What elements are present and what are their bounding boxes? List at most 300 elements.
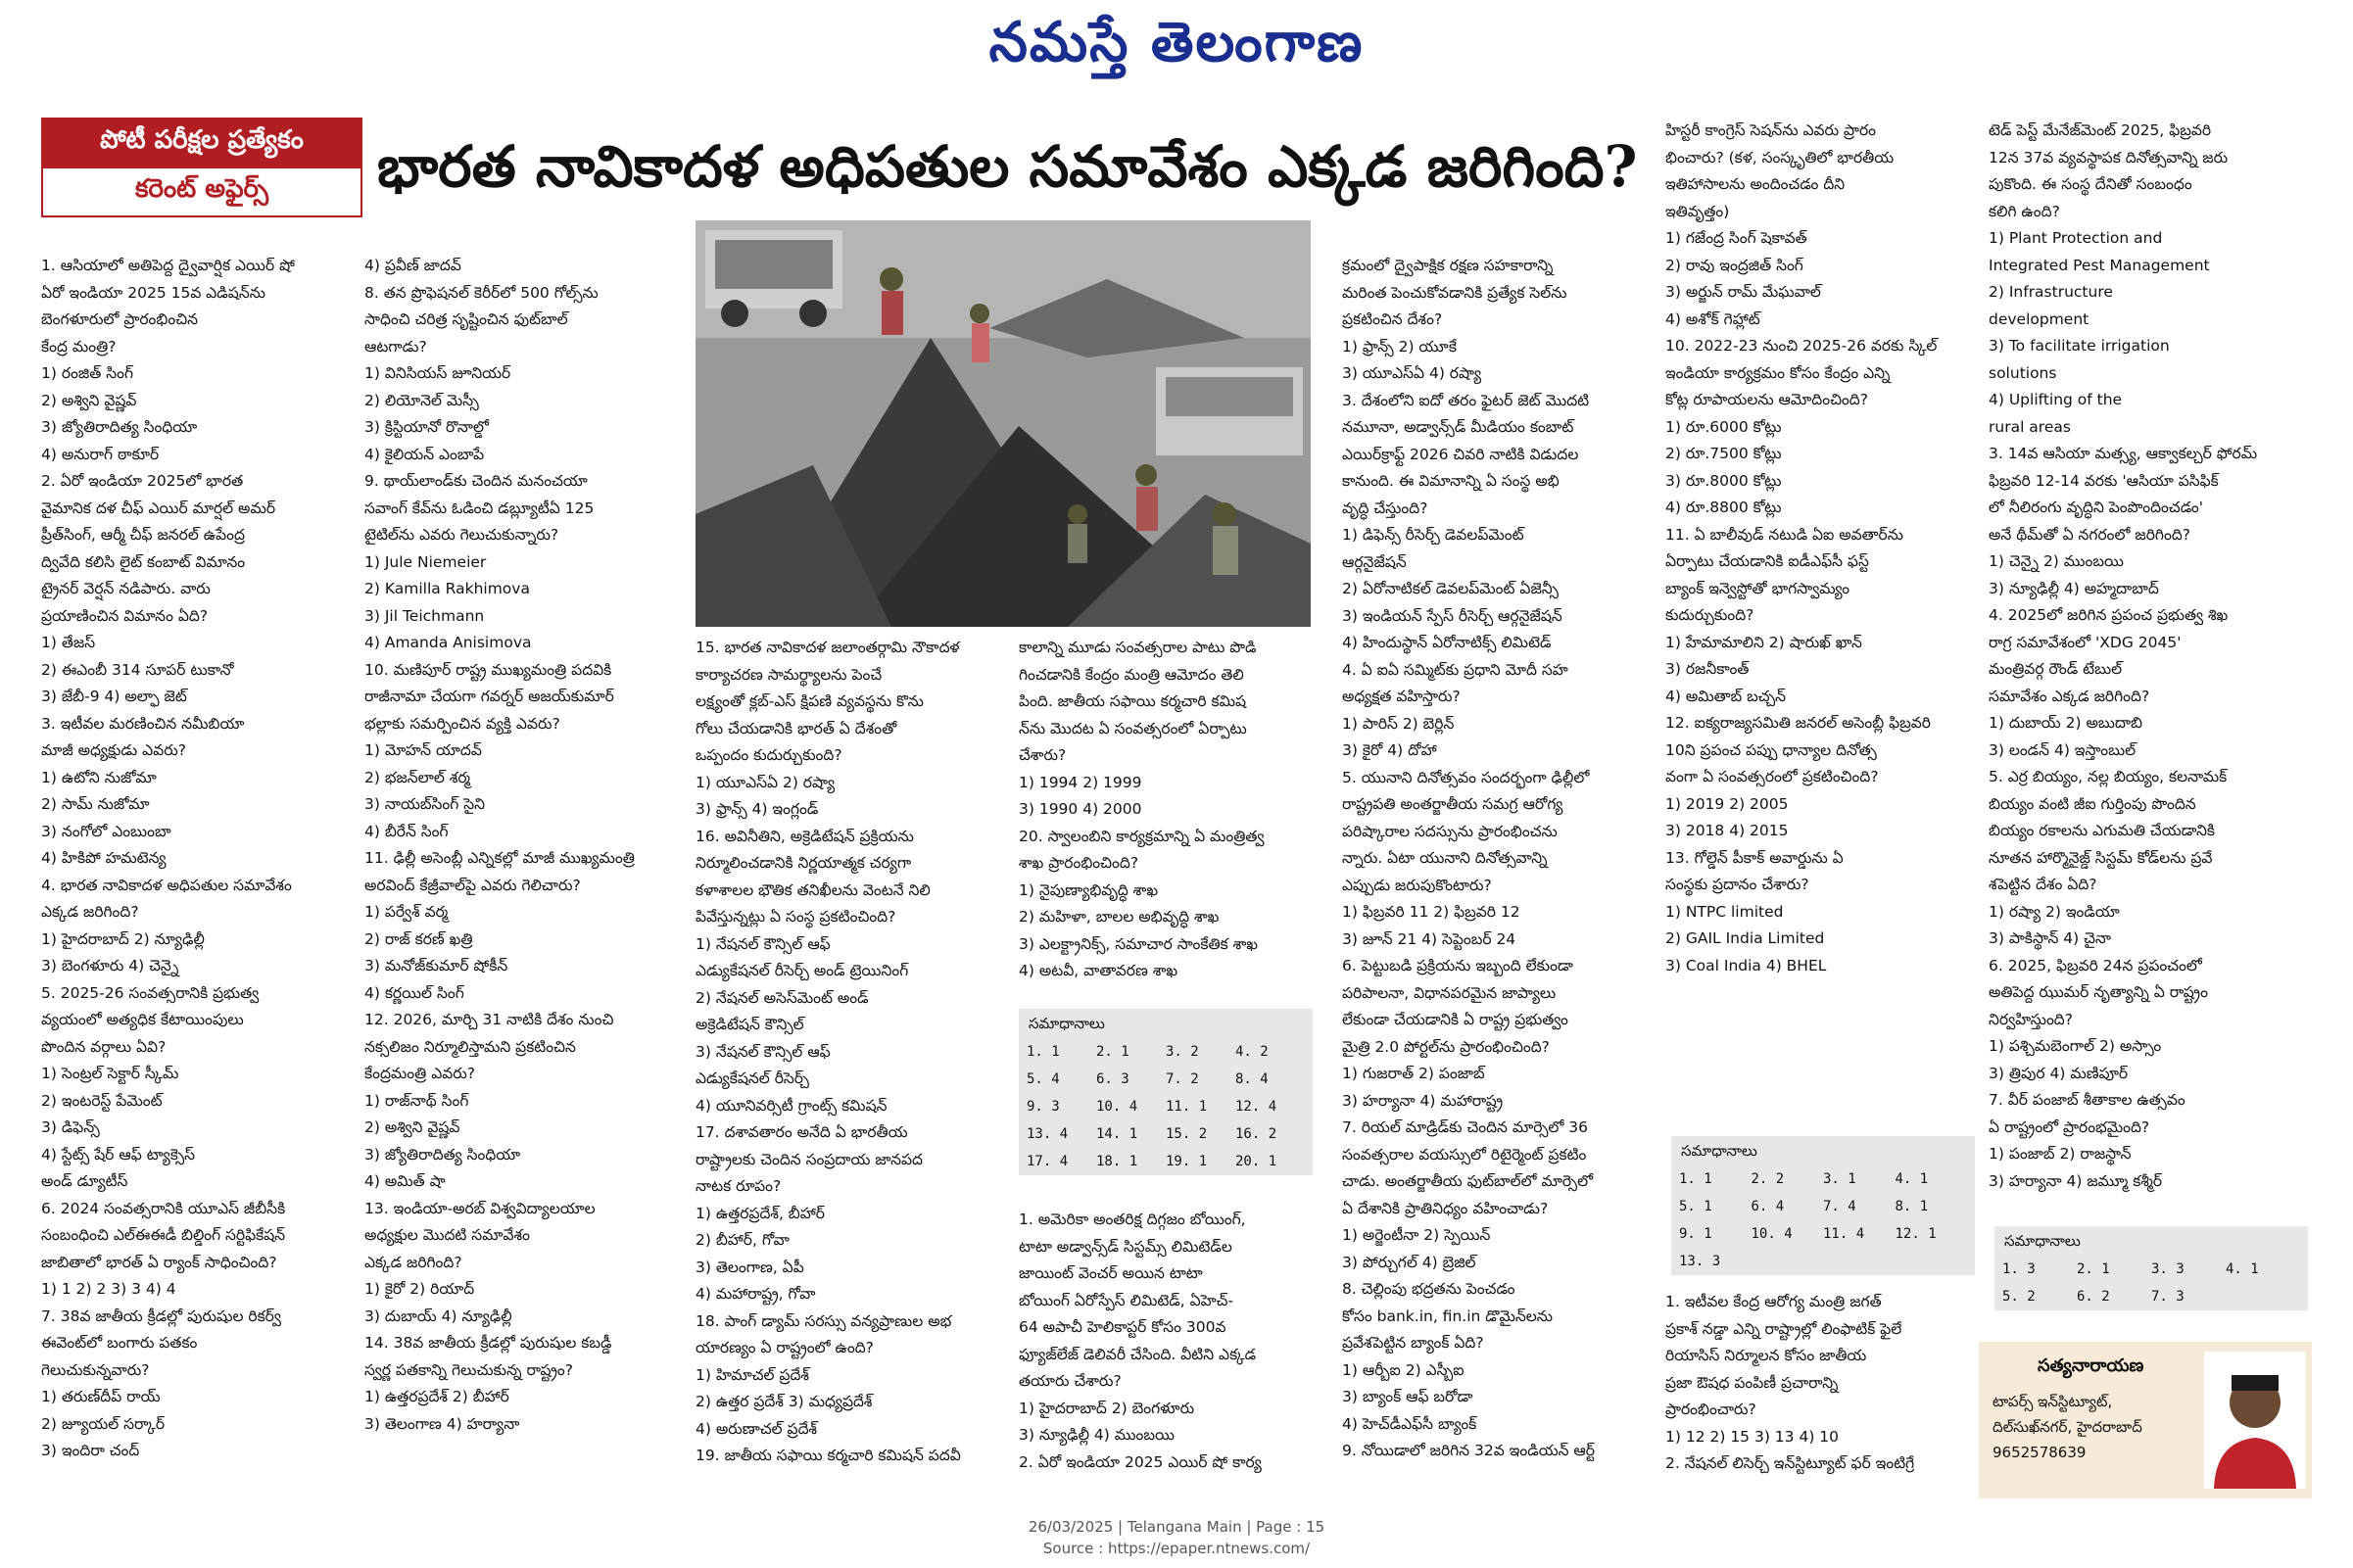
answer-cell: 6. 2 bbox=[2077, 1289, 2110, 1305]
text-line: 3) హర్యానా 4) జమ్మూ కశ్మీర్ bbox=[1989, 1171, 2163, 1190]
text-line: 5. 2025-26 సంవత్సరానికి ప్రభుత్వ bbox=[41, 983, 260, 1002]
text-line: 4) Amanda Anisimova bbox=[364, 634, 532, 651]
text-line: 8. చెల్లింపు భద్రతను పెంచడం bbox=[1342, 1280, 1515, 1298]
text-line: 13. ఇండియా-అరబ్ విశ్వవిద్యాలయాల bbox=[364, 1199, 596, 1217]
answer-cell: 3. 1 bbox=[1823, 1171, 1856, 1187]
text-line: పొందిన వర్గాలు ఏవి? bbox=[41, 1037, 167, 1056]
answer-cell: 6. 3 bbox=[1096, 1071, 1129, 1087]
text-line: 4. 2025లో జరిగిన ప్రపంచ ప్రభుత్వ శిఖ bbox=[1989, 606, 2229, 624]
answer-row bbox=[1671, 1165, 1975, 1193]
text-line: 4) కర్ణయిల్ సింగ్ bbox=[364, 983, 464, 1002]
text-line: 3) నాయబ్‌సింగ్ సైని bbox=[364, 795, 485, 813]
text-line: ద్వివేది కలిసి లైట్ కంబాట్ విమానం bbox=[41, 552, 246, 571]
text-line: ఇండియా కార్యక్రమం కోసం కేంద్రం ఎన్ని bbox=[1665, 363, 1891, 382]
answer-cell: 5. 2 bbox=[2002, 1289, 2036, 1305]
text-line: 2) నేషనల్ అసెస్‌మెంట్ అండ్ bbox=[696, 988, 869, 1007]
answer-cell: 10. 4 bbox=[1751, 1226, 1793, 1242]
text-line: 1) సెంట్రల్ సెక్టార్ స్కీమ్ bbox=[41, 1065, 179, 1082]
text-line: 3) యూఎస్ఏ 4) రష్యా bbox=[1342, 364, 1482, 382]
author-details bbox=[1993, 1389, 2188, 1465]
text-line: 10. 2022-23 నుంచి 2025-26 వరకు స్కిల్ bbox=[1665, 337, 1938, 355]
text-line: 10ని ప్రపంచ పప్పు ధాన్యాల దినోత్స bbox=[1665, 740, 1877, 759]
answer-row bbox=[1671, 1248, 1975, 1275]
text-line: 4) అమిత్ షా bbox=[364, 1172, 446, 1190]
answer-key-heading: సమాధానాలు bbox=[1681, 1142, 1757, 1160]
text-column bbox=[1019, 1207, 1313, 1476]
coal-workers-photo bbox=[696, 220, 1311, 627]
text-line: 18. పాంగ్ డ్యామ్ సరస్సు వన్యప్రాణుల అభ bbox=[696, 1311, 952, 1330]
text-line: నమూనా, అడ్వాన్స్‌డ్ మీడియం కంబాట్ bbox=[1342, 418, 1574, 436]
answer-cell: 7. 3 bbox=[2151, 1289, 2185, 1305]
answer-cell: 14. 1 bbox=[1096, 1126, 1138, 1142]
text-line: 1) హేమామాలిని 2) షారుఖ్ ఖాన్ bbox=[1665, 633, 1862, 651]
text-line: పరిపాలనా, విధానపరమైన జాప్యాలు bbox=[1342, 983, 1557, 1002]
text-line: 1) రాజ్‌నాథ్ సింగ్ bbox=[364, 1091, 469, 1110]
page-headline: భారత నావికాదళ అధిపతుల సమావేశం ఎక్కడ జరిగింది? bbox=[377, 133, 1638, 200]
text-line: 3) జేబీ-9 4) అల్ఫా జెట్ bbox=[41, 688, 187, 705]
author-photo bbox=[2204, 1352, 2306, 1489]
text-line: రాగ్ర సమావేశంలో 'XDG 2045' bbox=[1989, 633, 2182, 651]
answer-cell: 20. 1 bbox=[1235, 1154, 1277, 1169]
text-line: 1) 2019 2) 2005 bbox=[1665, 794, 1789, 813]
answer-cell: 8. 4 bbox=[1235, 1071, 1269, 1087]
text-line: 2) రాజ్ కరణ్ ఖత్రి bbox=[364, 929, 473, 948]
text-line: 3) తెలంగాణ, ఏపీ bbox=[696, 1258, 804, 1276]
text-line: నిర్మూలించడానికి నిర్ణయాత్మక చర్యగా bbox=[696, 854, 912, 872]
text-line: టైటిల్‌ను ఎవరు గెలుచుకున్నారు? bbox=[364, 526, 559, 544]
text-line: న్నారు. ఏటా యునాని దినోత్సవాన్ని bbox=[1342, 849, 1548, 867]
answer-cell bbox=[1896, 1248, 1968, 1275]
text-line: ఫ్యూజ్‌లేజ్ డెలివరీ చేసింది. వీటిని ఎక్కడ bbox=[1019, 1345, 1257, 1363]
text-line: 2) జ్యూయల్ సర్కార్ bbox=[41, 1414, 166, 1433]
text-line: ఒప్పందం కుదుర్చుకుంది? bbox=[696, 746, 842, 764]
answer-cell: 13. 3 bbox=[1679, 1254, 1721, 1269]
section-tag-line2: కరెంట్ అఫైర్స్ bbox=[41, 168, 362, 217]
text-line: 3) లండన్ 4) ఇస్తాంబుల్ bbox=[1989, 740, 2137, 759]
text-line: నాటక రూపం? bbox=[696, 1177, 782, 1195]
answer-key-heading: సమాధానాలు bbox=[2004, 1232, 2081, 1250]
text-line: 1) డిఫెన్స్ రీసెర్చ్ డెవలప్‌మెంట్ bbox=[1342, 526, 1524, 544]
text-line: ఎయిర్‌క్రాఫ్ట్ 2026 చివరి నాటికి విడుదల bbox=[1342, 445, 1579, 463]
text-line: 4) అమితాబ్ బచ్చన్ bbox=[1665, 687, 1787, 705]
answer-key-box bbox=[1994, 1226, 2308, 1310]
text-line: ప్రీత్‌సింగ్, ఆర్మీ చీఫ్ జనరల్ ఉపేంద్ర bbox=[41, 526, 245, 544]
text-line: ప్రజా ఔషధ పంపిణీ ప్రచారాన్ని bbox=[1665, 1373, 1839, 1392]
text-line: 11. ఢిల్లీ అసెంబ్లీ ఎన్నికల్లో మాజీ ముఖ్యమంత్రి bbox=[364, 849, 635, 867]
text-line: సంబంధించి ఎల్ఈఈడీ బిల్డింగ్ సర్టిఫికేషన్ bbox=[41, 1226, 286, 1244]
text-line: 3) పోర్చుగల్ 4) బ్రెజిల్ bbox=[1342, 1253, 1476, 1271]
text-line: 4) హికిపో హమటెన్య bbox=[41, 849, 167, 867]
text-line: 3) ఇండియన్ స్పేస్ రీసెర్చ్ ఆర్గనైజేషన్ bbox=[1342, 606, 1562, 625]
text-line: 13. గోల్డెన్ పీకాక్ అవార్డును ఏ bbox=[1665, 848, 1844, 867]
text-line: 2) ఇంటరెస్ట్ పేమెంట్ bbox=[41, 1091, 163, 1110]
answer-row bbox=[1019, 1120, 1313, 1148]
answer-cell: 19. 1 bbox=[1166, 1154, 1208, 1169]
text-line: అక్రెడిటేషన్ కౌన్సిల్ bbox=[696, 1016, 804, 1033]
text-line: కోట్ల రూపాయలను ఆమోదించింది? bbox=[1665, 391, 1868, 408]
text-line: ఏ రాష్ట్రంలో ప్రారంభమైంది? bbox=[1989, 1117, 2150, 1136]
text-line: ఏరో ఇండియా 2025 15వ ఎడిషన్‌ను bbox=[41, 283, 265, 302]
footer-source: Source : https://epaper.ntnews.com/ bbox=[1042, 1540, 1311, 1557]
text-line: లో నీలిరంగు వృద్ధిని పెంపొందించడం' bbox=[1989, 499, 2204, 516]
text-line: వైమానిక దళ చీఫ్ ఎయిర్ మార్షల్ అమర్ bbox=[41, 499, 276, 517]
text-line: 2) GAIL India Limited bbox=[1665, 929, 1825, 947]
text-line: గోలు చేయడానికి భారత్ ఏ దేశంతో bbox=[696, 719, 897, 737]
text-line: సాధించి చరిత్ర సృష్టించిన ఫుట్‌బాల్ bbox=[364, 310, 568, 328]
answer-row bbox=[1994, 1256, 2308, 1283]
section-tag-line1: పోటీ పరీక్షల ప్రత్యేకం bbox=[41, 118, 362, 168]
text-line: 1) పర్వేశ్ వర్మ bbox=[364, 903, 449, 921]
text-line: 1) రష్యా 2) ఇండియా bbox=[1989, 902, 2120, 921]
text-line: 7. రియల్ మాడ్రిడ్‌కు చెందిన మార్సెలో 36 bbox=[1342, 1118, 1588, 1136]
text-line: 4) ప్రవీణ్ జాదవ్ bbox=[364, 257, 461, 274]
text-line: భల్లాకు సమర్పించిన వ్యక్తి ఎవరు? bbox=[364, 714, 560, 733]
text-line: పివేస్తున్నట్లు ఏ సంస్థ ప్రకటించింది? bbox=[696, 908, 896, 926]
text-line: 2) Kamilla Rakhimova bbox=[364, 580, 530, 597]
text-line: అధ్యక్షుల మొదటి సమావేశం bbox=[364, 1226, 530, 1244]
text-line: చేశారు? bbox=[1019, 746, 1067, 764]
answer-cell: 2. 1 bbox=[2077, 1261, 2110, 1277]
answer-cell: 18. 1 bbox=[1096, 1154, 1138, 1169]
text-line: ప్రకటించిన దేశం? bbox=[1342, 310, 1443, 328]
answer-cell: 17. 4 bbox=[1027, 1154, 1069, 1169]
text-line: 4) అటవీ, వాతావరణ శాఖ bbox=[1019, 962, 1178, 979]
text-line: 2) రావు ఇంద్రజిత్ సింగ్ bbox=[1665, 256, 1803, 274]
text-line: 3. 14వ ఆసియా మత్స్య, ఆక్వాకల్చర్ ఫోరమ్ bbox=[1989, 445, 2258, 462]
text-line: 3) ఇందిరా చంద్ bbox=[41, 1442, 140, 1459]
answer-cell bbox=[2226, 1283, 2300, 1310]
text-line: 1) హిమాచల్ ప్రదేశ్ bbox=[696, 1365, 809, 1384]
answer-row bbox=[1994, 1283, 2308, 1310]
answer-cell: 2. 2 bbox=[1751, 1171, 1785, 1187]
text-line: కళాశాలల భౌతిక తనిఖీలను వెంటనే నిలి bbox=[696, 880, 931, 899]
text-line: ఎక్కడ జరిగింది? bbox=[364, 1253, 462, 1271]
text-line: 1) NTPC limited bbox=[1665, 902, 1784, 921]
text-line: శపెట్టిన దేశం ఏది? bbox=[1989, 876, 2097, 893]
answer-cell: 4. 2 bbox=[1235, 1044, 1269, 1060]
text-line: 1) 1 2) 2 3) 3 4) 4 bbox=[41, 1280, 176, 1298]
text-line: 20. స్వాలంబిని కార్యక్రమాన్ని ఏ మంత్రిత్వ bbox=[1019, 827, 1265, 845]
text-line: solutions bbox=[1989, 363, 2057, 382]
text-line: 1) ఫ్రాన్స్ 2) యూకే bbox=[1342, 337, 1457, 356]
text-line: 1. ఇటీవల కేంద్ర ఆరోగ్య మంత్రి జగత్ bbox=[1665, 1293, 1882, 1310]
text-line: 2) సామ్ నుజోమా bbox=[41, 795, 150, 813]
text-line: గెలుచుకున్నవారు? bbox=[41, 1360, 150, 1379]
text-line: బోయింగ్ ఏరోస్పేస్ లిమిటెడ్, ఏహెచ్- bbox=[1019, 1291, 1234, 1309]
answer-row bbox=[1671, 1220, 1975, 1248]
text-line: బ్యాంక్ ఇన్వెస్టోతో భాగస్వామ్యం bbox=[1665, 579, 1850, 597]
text-line: 1) రూ.6000 కోట్లు bbox=[1665, 417, 1782, 436]
text-line: 3) నంగోలో ఎంబుంబా bbox=[41, 822, 171, 840]
text-line: 14. 38వ జాతీయ క్రీడల్లో పురుషుల కబడ్డీ bbox=[364, 1334, 612, 1352]
text-line: 2) మహిళా, బాలల అభివృద్ధి శాఖ bbox=[1019, 908, 1220, 926]
text-line: ఏర్పాటు చేయడానికి ఐడీఎఫ్‌సీ ఫస్ట్ bbox=[1665, 552, 1869, 570]
text-line: 6. 2025, ఫిబ్రవరి 24న ప్రపంచంలో bbox=[1989, 956, 2202, 974]
text-line: 1) తరుణ్‌దీప్ రాయ్ bbox=[41, 1388, 161, 1405]
text-line: 1) కైరో 2) రియాద్ bbox=[364, 1280, 475, 1298]
author-name: సత్యనారాయణ bbox=[2038, 1355, 2144, 1376]
text-column bbox=[41, 253, 355, 1465]
text-line: అనే థీమ్‌తో ఏ నగరంలో జరిగింది? bbox=[1989, 525, 2190, 544]
text-line: 3) ఎలక్ట్రానిక్స్, సమాచార సాంకేతిక శాఖ bbox=[1019, 934, 1258, 953]
text-line: 2. ఏరో ఇండియా 2025 ఎయిర్ షో కార్య bbox=[1019, 1452, 1262, 1471]
text-column bbox=[1019, 635, 1313, 985]
text-line: అండ్ డ్యూటీస్ bbox=[41, 1172, 128, 1190]
text-line: 3) Coal India 4) BHEL bbox=[1665, 956, 1827, 974]
text-line: కుదుర్చుకుంది? bbox=[1665, 606, 1754, 624]
text-line: 1) చెన్నై 2) ముంబయి bbox=[1989, 552, 2124, 570]
text-line: 1) నేషనల్ కౌన్సిల్ ఆఫ్ bbox=[696, 934, 831, 953]
answer-cell bbox=[1752, 1248, 1824, 1275]
text-line: 3) 1990 4) 2000 bbox=[1019, 800, 1142, 818]
text-line: కోసం bank.in, fin.in డొమైన్‌లను bbox=[1342, 1307, 1553, 1325]
answer-cell: 4. 1 bbox=[1895, 1171, 1929, 1187]
text-line: రాజీనామా చేయగా గవర్నర్ అజయ్‌కుమార్ bbox=[364, 688, 614, 705]
text-line: నూతన హార్మొనైజ్డ్ సిస్టమ్ కోడ్‌లను ప్రవే bbox=[1989, 848, 2213, 867]
text-line: 2) లియోనెల్ మెస్సీ bbox=[364, 391, 479, 409]
text-line: అరవింద్ కేజ్రీవాల్‌పై ఎవరు గెలిచారు? bbox=[364, 876, 581, 894]
text-line: వంగా ఏ సంవత్సరంలో ప్రకటించింది? bbox=[1665, 768, 1879, 785]
author-box bbox=[1979, 1342, 2312, 1498]
text-line: 3) త్రిపుర 4) మణిపూర్ bbox=[1989, 1064, 2129, 1082]
text-line: మంత్రివర్గ రౌండ్ టేబుల్ bbox=[1989, 660, 2123, 678]
text-line: 1) ఆర్బీఐ 2) ఎస్బీఐ bbox=[1342, 1360, 1465, 1379]
answer-cell: 10. 4 bbox=[1096, 1099, 1138, 1115]
text-line: 4. భారత నావికాదళ అధిపతుల సమావేశం bbox=[41, 876, 292, 894]
text-line: 6. పెట్టుబడి ప్రక్రియను ఇబ్బంది లేకుండా bbox=[1342, 957, 1573, 974]
text-column bbox=[1989, 118, 2312, 1195]
text-line: 3) డిఫెన్స్ bbox=[41, 1118, 100, 1136]
text-line: బియ్యం వంటి జీఐ గుర్తింపు పొందిన bbox=[1989, 794, 2196, 813]
text-line: ఇతిహాసాలను అందించడం దీని bbox=[1665, 175, 1846, 193]
text-line: 8. తన ప్రొఫెషనల్ కెరీర్‌లో 500 గోల్స్‌ను bbox=[364, 283, 599, 302]
text-line: 19. జాతీయ సఫాయి కర్మచారి కమిషన్ పదవీ bbox=[696, 1447, 961, 1464]
answer-row bbox=[1671, 1193, 1975, 1220]
text-line: సంవత్సరాల వయస్సులో రిటైర్మెంట్ ప్రకటిం bbox=[1342, 1145, 1587, 1164]
text-line: 12. ఐక్యరాజ్యసమితి జనరల్ అసెంబ్లీ ఫిబ్రవరి bbox=[1665, 714, 1931, 732]
text-line: 1) ఉటోని నుజోమా bbox=[41, 768, 157, 786]
text-line: 9. నోయిడాలో జరిగిన 32వ ఇండియన్ ఆర్ట్ bbox=[1342, 1442, 1595, 1459]
text-line: 1) హైదరాబాద్ 2) బెంగళూరు bbox=[1019, 1399, 1195, 1417]
text-line: సమావేశం ఎక్కడ జరిగింది? bbox=[1989, 687, 2150, 705]
text-line: 4) మహారాష్ట్ర, గోవా bbox=[696, 1285, 816, 1303]
text-line: 1) ఉత్తరప్రదేశ్, బీహార్ bbox=[696, 1204, 825, 1222]
text-line: ట్రైనర్ వెర్షన్ నడిపారు. వారు bbox=[41, 580, 211, 597]
text-line: టెడ్ పెస్ట్ మేనేజ్‌మెంట్ 2025, ఫిబ్రవరి bbox=[1989, 121, 2212, 139]
footer-edition: 26/03/2025 | Telangana Main | Page : 15 bbox=[1028, 1518, 1325, 1536]
text-line: 4) అరుణాచల్ ప్రదేశ్ bbox=[696, 1419, 818, 1438]
text-line: టాటా అడ్వాన్స్‌డ్ సిస్టమ్స్ లిమిటెడ్‌ల bbox=[1019, 1237, 1232, 1256]
text-line: 3) 2018 4) 2015 bbox=[1665, 822, 1789, 839]
text-line: సవాంగ్ కేవ్‌ను ఓడించి డబ్ల్యూటీఏ 125 bbox=[364, 499, 595, 517]
text-line: 4) అశోక్ గెహ్లాట్ bbox=[1665, 309, 1760, 328]
text-line: 6. 2024 సంవత్సరానికి యూఎస్ జీబీసీకి bbox=[41, 1199, 286, 1217]
text-line: ఆర్గనైజేషన్ bbox=[1342, 552, 1407, 571]
text-line: 9. థాయ్‌లాండ్‌కు చెందిన మనంచయా bbox=[364, 472, 588, 490]
text-line: 5. యునాని దినోత్సవం సందర్భంగా ఢిల్లీలో bbox=[1342, 768, 1590, 786]
text-line: సంస్థకు ప్రదానం చేశారు? bbox=[1665, 876, 1809, 893]
text-line: స్వర్ణ పతకాన్ని గెలుచుకున్న రాష్ట్రం? bbox=[364, 1360, 573, 1379]
text-line: 3) అర్జున్ రామ్ మేఘవాల్ bbox=[1665, 283, 1821, 301]
text-line: 3) To facilitate irrigation bbox=[1989, 337, 2170, 355]
text-line: పుకొంది. ఈ సంస్థ దేనితో సంబంధం bbox=[1989, 175, 2192, 193]
text-line: 3) మనోజ్‌కుమార్ షోకీన్ bbox=[364, 957, 508, 974]
text-line: 1. అమెరికా అంతరిక్ష దిగ్గజం బోయింగ్, bbox=[1019, 1211, 1246, 1228]
text-line: మాజీ అధ్యక్షుడు ఎవరు? bbox=[41, 741, 187, 759]
answer-cell: 1. 3 bbox=[2002, 1261, 2036, 1277]
text-line: 1) యూఎస్ఏ 2) రష్యా bbox=[696, 773, 836, 791]
text-line: గించడానికి కేంద్రం మంత్రి ఆమోదం తెలి bbox=[1019, 665, 1244, 684]
text-line: 3. ఇటీవల మరణించిన నమీబియా bbox=[41, 714, 245, 733]
text-line: పరిష్కారాల సదస్సును ప్రారంభించను bbox=[1342, 822, 1558, 840]
text-line: 2) అశ్విని వైష్ణవ్ bbox=[41, 391, 137, 409]
text-line: కలిగి ఉంది? bbox=[1989, 202, 2060, 220]
answer-row bbox=[1019, 1148, 1313, 1175]
page-footer bbox=[0, 1516, 2353, 1559]
text-line: rural areas bbox=[1989, 417, 2071, 436]
text-column bbox=[1665, 1289, 1969, 1478]
answer-row bbox=[1019, 1066, 1313, 1093]
text-line: 64 అపాచీ హెలికాప్టర్ కోసం 300వ bbox=[1019, 1318, 1226, 1336]
text-line: 2) ఉత్తర ప్రదేశ్ 3) మధ్యప్రదేశ్ bbox=[696, 1393, 873, 1410]
text-line: అధ్యక్షత వహిస్తారు? bbox=[1342, 688, 1461, 705]
text-line: ఎక్కడ జరిగింది? bbox=[41, 903, 139, 921]
text-line: 2) ఏరోనాటికల్ డెవలప్‌మెంట్ ఏజెన్సీ bbox=[1342, 580, 1559, 597]
answer-key-box bbox=[1671, 1136, 1975, 1275]
text-line: 4) హిందుస్థాన్ ఏరోనాటిక్స్ లిమిటెడ్ bbox=[1342, 634, 1552, 651]
text-line: 2. నేషనల్ లిసెర్చ్ ఇన్‌స్టిట్యూట్ ఫర్ ఇంటిగ్రే bbox=[1665, 1454, 1915, 1472]
text-line: మైత్రి 2.0 పోర్టల్‌ను ప్రారంభించింది? bbox=[1342, 1037, 1550, 1056]
text-line: కార్యాచరణ సామర్థ్యాలను పెంచే bbox=[696, 665, 883, 684]
text-line: 3) నేషనల్ కౌన్సిల్ ఆఫ్ bbox=[696, 1042, 831, 1061]
text-line: 1. ఆసియాలో అతిపెద్ద ద్వైవార్షిక ఎయిర్ షో bbox=[41, 257, 295, 274]
answer-cell: 5. 4 bbox=[1027, 1071, 1060, 1087]
text-line: 1) మోహన్ యాదవ్ bbox=[364, 741, 482, 759]
text-line: 2. ఏరో ఇండియా 2025లో భారత bbox=[41, 472, 244, 490]
text-line: పింది. జాతీయ సఫాయి కర్మచారి కమిష bbox=[1019, 692, 1247, 710]
text-column bbox=[364, 253, 693, 1438]
text-line: 17. దశావతారం అనేది ఏ భారతీయ bbox=[696, 1123, 908, 1141]
text-line: 1) నైపుణ్యాభివృద్ధి శాఖ bbox=[1019, 880, 1159, 899]
answer-cell: 16. 2 bbox=[1235, 1126, 1277, 1142]
text-column bbox=[696, 635, 1014, 1470]
text-line: 4) కైలియన్ ఎంబాపే bbox=[364, 445, 485, 463]
text-line: 3) జ్యోతిరాదిత్య సింధియా bbox=[41, 418, 198, 436]
text-line: 4) అనురాగ్ ఠాకూర్ bbox=[41, 445, 160, 463]
text-line: 4. ఏ ఐఏ సమ్మిట్‌కు ప్రధాని మోదీ సహ bbox=[1342, 660, 1568, 679]
text-line: మరింత పెంచుకోవడానికి ప్రత్యేక సెల్‌ను bbox=[1342, 283, 1567, 302]
text-line: లేకుండా చేయడానికి ఏ రాష్ట్ర ప్రభుత్వం bbox=[1342, 1011, 1568, 1028]
text-line: 2) అశ్విని వైష్ణవ్ bbox=[364, 1118, 460, 1136]
text-line: 3) జ్యోతిరాదిత్య సింధియా bbox=[364, 1145, 521, 1164]
answer-cell: 1. 1 bbox=[1027, 1044, 1060, 1060]
text-line: 4) రూ.8800 కోట్లు bbox=[1665, 499, 1782, 516]
text-line: 3) దుబాయ్ 4) న్యూఢిల్లీ bbox=[364, 1307, 512, 1325]
text-column bbox=[1342, 253, 1646, 1465]
text-line: 3) క్రిస్టియానో రొనాల్డో bbox=[364, 418, 489, 436]
answer-cell: 5. 1 bbox=[1679, 1199, 1712, 1214]
text-line: న్‌ను మొదట ఏ సంవత్సరంలో ఏర్పాటు bbox=[1019, 719, 1247, 737]
text-line: భించారు? (కళ, సంస్కృతిలో భారతీయ bbox=[1665, 148, 1895, 166]
text-line: ప్రవేశపెట్టిన బ్యాంక్ ఏది? bbox=[1342, 1334, 1484, 1352]
text-line: ఈవెంట్‌లో బంగారు పతకం bbox=[41, 1334, 198, 1352]
answer-cell: 11. 4 bbox=[1823, 1226, 1865, 1242]
text-line: 1) రంజిత్ సింగ్ bbox=[41, 364, 133, 382]
text-line: హిస్టరీ కాంగ్రెస్ సెషన్‌ను ఎవరు ప్రారం bbox=[1665, 121, 1877, 139]
text-line: 1) పంజాబ్ 2) రాజస్థాన్ bbox=[1989, 1145, 2132, 1163]
text-line: Integrated Pest Management bbox=[1989, 256, 2210, 274]
author-phone: 9652578639 bbox=[1993, 1444, 2087, 1461]
text-line: జాయింట్ వెంచర్ అయిన టాటా bbox=[1019, 1264, 1203, 1282]
text-line: 1) దుబాయ్ 2) అబుదాబి bbox=[1989, 714, 2142, 732]
text-line: 12న 37వ వ్యవస్థాపక దినోత్సవాన్ని జరు bbox=[1989, 148, 2229, 166]
answer-cell: 9. 1 bbox=[1679, 1226, 1712, 1242]
text-line: development bbox=[1989, 309, 2089, 328]
text-line: 3) పాకిస్థాన్ 4) చైనా bbox=[1989, 929, 2111, 947]
answer-cell: 15. 2 bbox=[1166, 1126, 1208, 1142]
answer-row bbox=[1019, 1038, 1313, 1066]
answer-row bbox=[1019, 1093, 1313, 1120]
answer-key-heading: సమాధానాలు bbox=[1029, 1015, 1105, 1032]
text-line: కేంద్ర మంత్రి? bbox=[41, 337, 117, 356]
text-line: 1) Plant Protection and bbox=[1989, 229, 2163, 247]
text-line: బెంగళూరులో ప్రారంభించిన bbox=[41, 310, 198, 328]
text-line: 1) పారిస్ 2) బెర్లిన్ bbox=[1342, 714, 1455, 733]
text-line: ఎడ్యుకేషనల్ రీసెర్చ్ అండ్ ట్రెయినింగ్ bbox=[696, 962, 909, 979]
text-line: 1) ఫిబ్రవరి 11 2) ఫిబ్రవరి 12 bbox=[1342, 903, 1520, 921]
answer-cell: 6. 4 bbox=[1751, 1199, 1785, 1214]
answer-cell: 12. 1 bbox=[1895, 1226, 1937, 1242]
text-line: 1) తేజస్ bbox=[41, 634, 96, 651]
answer-cell: 3. 3 bbox=[2151, 1261, 2185, 1277]
text-column bbox=[1665, 118, 1969, 979]
text-line: 3) జూన్ 21 4) సెప్టెంబర్ 24 bbox=[1342, 929, 1516, 948]
text-line: 7. వీర్ పంజాబ్ శీతాకాల ఉత్సవం bbox=[1989, 1091, 2185, 1109]
text-line: 3) రూ.8000 కోట్లు bbox=[1665, 471, 1782, 490]
text-line: రియాసిస్ నిర్మూలన కోసం జాతీయ bbox=[1665, 1347, 1867, 1364]
text-line: 1) అర్జెంటీనా 2) స్పెయిన్ bbox=[1342, 1226, 1491, 1244]
text-line: 4) Uplifting of the bbox=[1989, 391, 2123, 408]
text-line: ఎప్పుడు జరుపుకొంటారు? bbox=[1342, 876, 1492, 894]
text-line: ప్రకాశ్ నడ్డా ఎన్ని రాష్ట్రాల్లో లింఫాటిక్ ఫైలే bbox=[1665, 1319, 1902, 1338]
author-institute: టాపర్స్ ఇన్‌స్టిట్యూట్, bbox=[1993, 1393, 2113, 1410]
text-line: ప్రయాణించిన విమానం ఏది? bbox=[41, 606, 209, 625]
text-line: 1) గుజరాత్ 2) పంజాబ్ bbox=[1342, 1065, 1485, 1082]
text-line: నక్సలిజం నిర్మూలిస్తామని ప్రకటించిన bbox=[364, 1037, 576, 1056]
text-line: 1) Jule Niemeier bbox=[364, 552, 487, 571]
answer-cell bbox=[1823, 1248, 1896, 1275]
section-tag bbox=[41, 118, 362, 217]
answer-cell: 4. 1 bbox=[2226, 1261, 2259, 1277]
answer-cell: 1. 1 bbox=[1679, 1171, 1712, 1187]
text-line: 16. అవినీతిని, అక్రెడిటేషన్ ప్రక్రియను bbox=[696, 827, 914, 845]
text-line: క్రమంలో ద్వైపాక్షిక రక్షణ సహకారాన్ని bbox=[1342, 257, 1554, 274]
text-line: జాబితాలో భారత్ ఏ ర్యాంక్ సాధించింది? bbox=[41, 1253, 277, 1271]
text-line: 3) ఫ్రాన్స్ 4) ఇంగ్లండ్ bbox=[696, 800, 819, 818]
text-line: 2) ఈఎంబీ 314 సూపర్ టుకానో bbox=[41, 660, 234, 679]
text-line: 1) 12 2) 15 3) 13 4) 10 bbox=[1665, 1427, 1840, 1446]
text-line: తయారు చేశారు? bbox=[1019, 1372, 1122, 1390]
text-line: 3) రజనీకాంత్ bbox=[1665, 660, 1750, 678]
answer-cell: 7. 2 bbox=[1166, 1071, 1199, 1087]
text-line: ఏ దేశానికి ప్రాతినిధ్యం వహించాడు? bbox=[1342, 1199, 1549, 1217]
text-line: 1) వినిసియస్ జూనియర్ bbox=[364, 364, 511, 382]
answer-cell: 11. 1 bbox=[1166, 1099, 1208, 1115]
text-line: 4) బీరేన్ సింగ్ bbox=[364, 822, 449, 840]
text-line: ఎడ్యుకేషనల్ రీసెర్చ్ bbox=[696, 1069, 809, 1087]
masthead-logo bbox=[0, 10, 2353, 78]
text-line: 3) తెలంగాణ 4) హర్యానా bbox=[364, 1414, 520, 1433]
